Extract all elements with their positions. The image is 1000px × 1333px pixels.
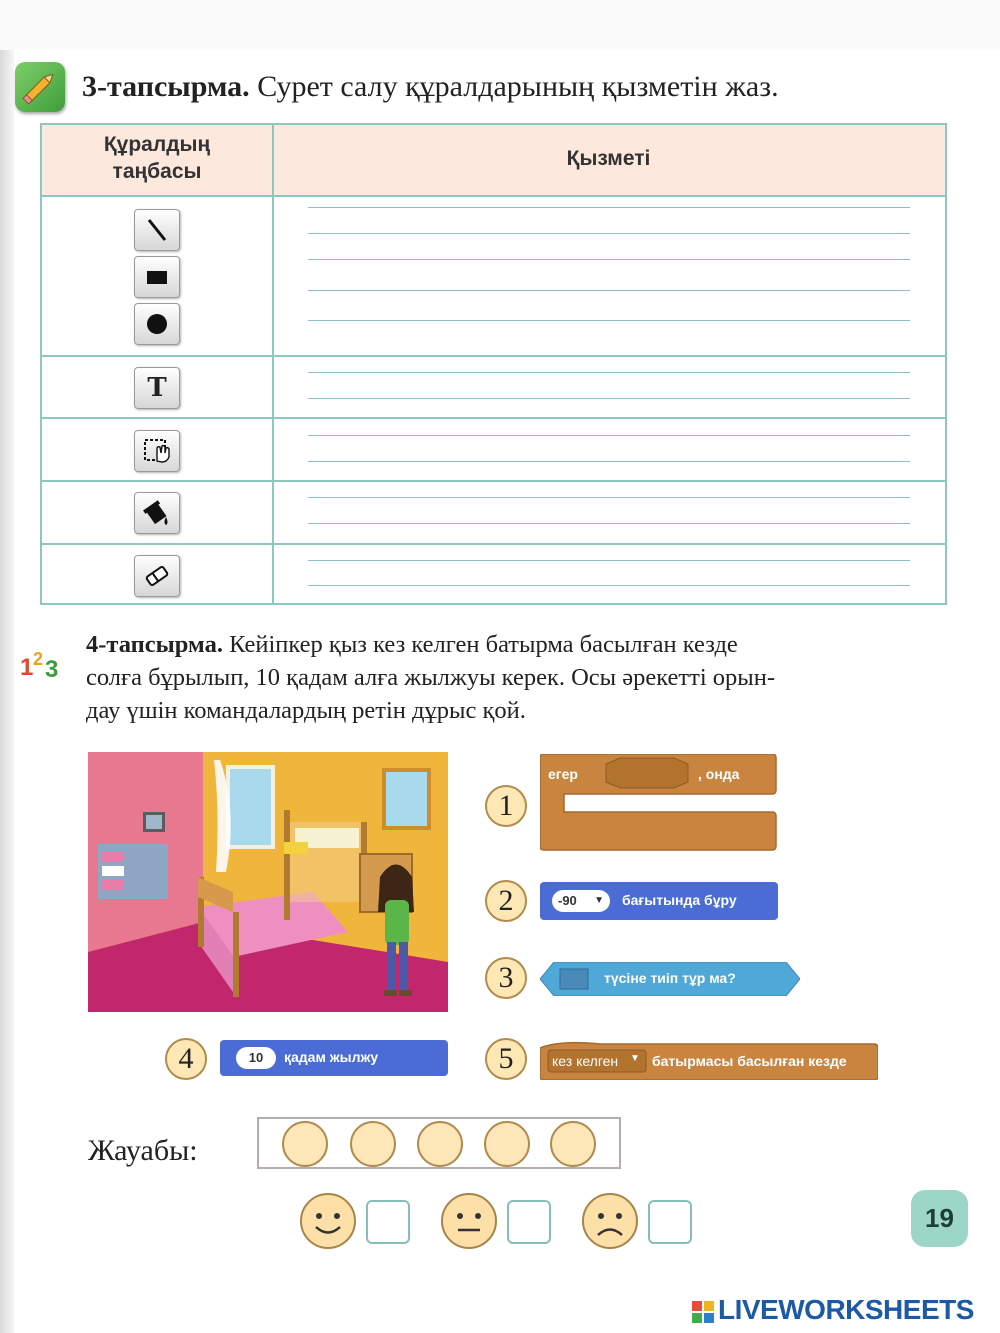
task4-line2: солға бұрылып, 10 қадам алға жылжуы керек. Осы әрекетті орын- — [86, 664, 776, 691]
ellipse-tool-icon — [134, 303, 180, 345]
svg-text:1: 1 — [20, 654, 34, 681]
page-binding-shadow — [0, 50, 14, 1333]
svg-text:3: 3 — [45, 656, 59, 683]
numbers-icon — [18, 645, 68, 685]
neutral-checkbox[interactable] — [507, 1200, 551, 1244]
answer-line[interactable] — [308, 461, 910, 462]
answer-line[interactable] — [308, 398, 910, 399]
happy-face-icon — [299, 1192, 357, 1250]
steps-input[interactable]: 10 — [236, 1047, 276, 1069]
key-dropdown[interactable]: кез келген — [552, 1053, 619, 1069]
if-block-label: егер — [548, 766, 578, 782]
liveworksheets-text: LIVEWORKSHEETS — [718, 1294, 974, 1325]
text-tool-icon — [134, 367, 180, 409]
answer-slot[interactable] — [550, 1121, 596, 1167]
answer-line[interactable] — [308, 497, 910, 498]
row-divider — [42, 543, 945, 545]
answer-label: Жауабы: — [88, 1134, 198, 1167]
answer-line[interactable] — [308, 435, 910, 436]
page-number: 19 — [911, 1190, 968, 1247]
pencil-icon — [15, 62, 65, 112]
task4-number: 4-тапсырма. — [86, 631, 223, 658]
task3-instruction: Сурет салу құралдарының қызметін жаз. — [257, 70, 779, 103]
answer-line[interactable] — [308, 372, 910, 373]
rectangle-tool-icon — [134, 256, 180, 298]
answer-line[interactable] — [308, 523, 910, 524]
liveworksheets-mark-icon — [692, 1297, 716, 1327]
direction-value: -90 — [558, 893, 577, 908]
row-divider — [42, 417, 945, 419]
number-5-badge: 5 — [485, 1038, 527, 1080]
row-divider — [42, 355, 945, 357]
header-symbol-line1: Құралдың — [103, 133, 211, 156]
task4-instruction — [86, 628, 948, 727]
answer-line[interactable] — [308, 290, 910, 291]
dropdown-arrow-icon: ▼ — [630, 1053, 640, 1064]
sad-face-icon — [581, 1192, 639, 1250]
then-block-label: , онда — [698, 766, 740, 782]
when-key-pressed-block[interactable] — [540, 1040, 878, 1080]
turn-direction-block[interactable] — [540, 882, 778, 920]
answer-line[interactable] — [308, 207, 910, 208]
tools-table — [40, 123, 947, 605]
task3-heading — [82, 70, 779, 104]
top-margin — [0, 0, 1000, 50]
answer-slot[interactable] — [417, 1121, 463, 1167]
happy-checkbox[interactable] — [366, 1200, 410, 1244]
answer-line[interactable] — [308, 585, 910, 586]
direction-dropdown[interactable] — [552, 890, 610, 912]
text-tool-glyph: T — [147, 373, 167, 403]
answer-slot[interactable] — [350, 1121, 396, 1167]
answer-line[interactable] — [308, 560, 910, 561]
column-divider — [272, 125, 274, 603]
row-divider — [42, 480, 945, 482]
key-pressed-label: батырмасы басылған кезде — [652, 1053, 847, 1069]
sad-checkbox[interactable] — [648, 1200, 692, 1244]
dropdown-arrow-icon: ▼ — [594, 895, 604, 906]
bedroom-scene-image — [88, 752, 448, 1012]
task4-line1: Кейіпкер қыз кез келген батырма басылған кезде — [229, 631, 738, 658]
header-symbol-line2: таңбасы — [112, 160, 202, 183]
answer-slot[interactable] — [282, 1121, 328, 1167]
touching-color-label: түсіне тиіп тұр ма? — [604, 970, 736, 986]
eraser-tool-icon — [134, 555, 180, 597]
answer-line[interactable] — [308, 320, 910, 321]
line-tool-icon — [134, 209, 180, 251]
select-tool-icon — [134, 430, 180, 472]
answer-line[interactable] — [308, 259, 910, 260]
number-1-badge: 1 — [485, 785, 527, 827]
number-4-badge: 4 — [165, 1038, 207, 1080]
header-symbol — [42, 131, 272, 185]
header-function: Қызметі — [566, 147, 651, 170]
table-header — [42, 125, 945, 197]
move-steps-block[interactable] — [220, 1040, 448, 1076]
turn-block-label: бағытында бұру — [622, 892, 737, 908]
fill-tool-icon — [134, 492, 180, 534]
number-3-badge: 3 — [485, 957, 527, 999]
answer-slot[interactable] — [484, 1121, 530, 1167]
task3-number: 3-тапсырма. — [82, 70, 250, 103]
if-then-block[interactable] — [540, 754, 778, 854]
touching-color-block[interactable] — [540, 962, 800, 996]
number-2-badge: 2 — [485, 880, 527, 922]
task4-line3: дау үшін командалардың ретін дұрыс қой. — [86, 697, 526, 724]
answer-line[interactable] — [308, 233, 910, 234]
svg-text:2: 2 — [33, 649, 44, 669]
move-block-label: қадам жылжу — [284, 1049, 379, 1065]
neutral-face-icon — [440, 1192, 498, 1250]
